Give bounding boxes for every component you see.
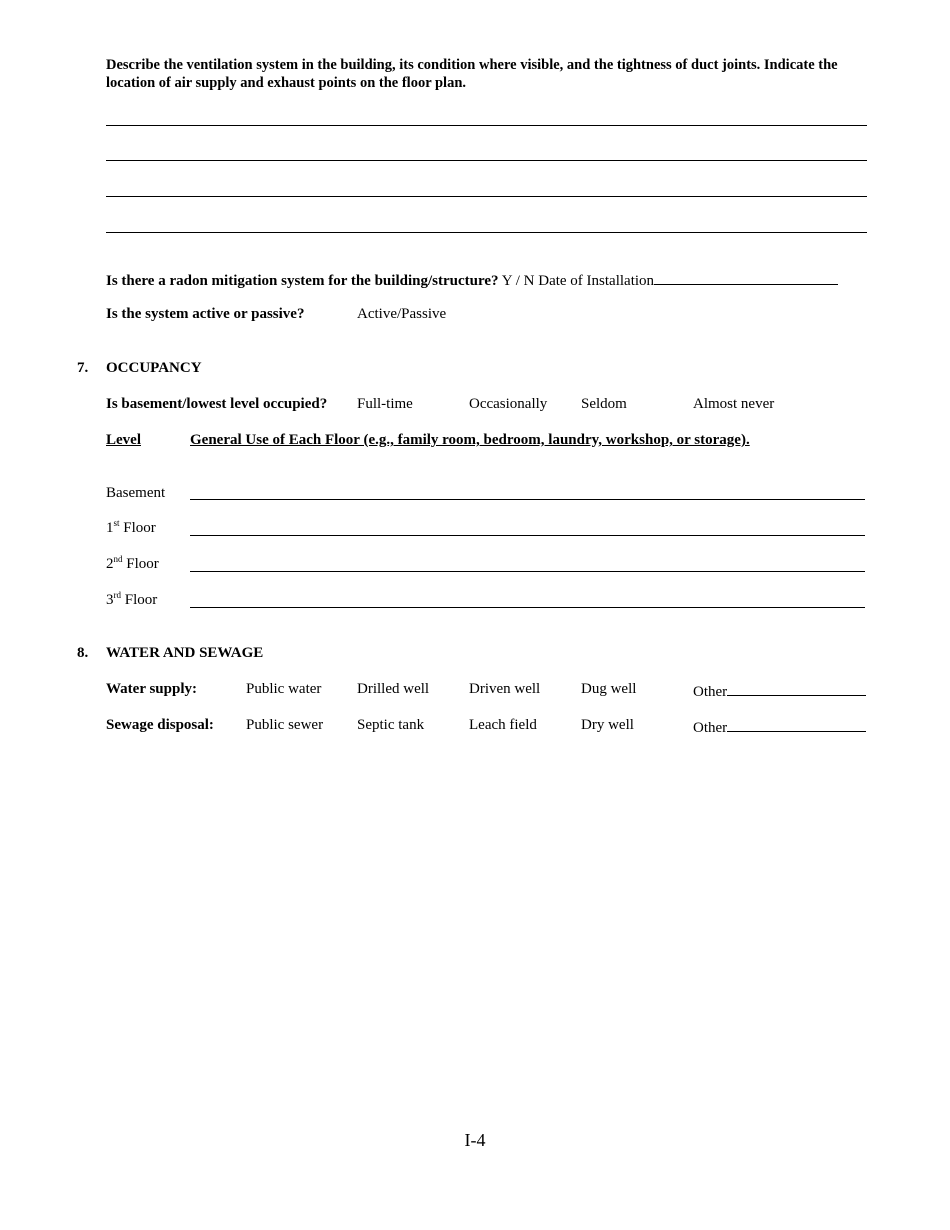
section-8-number: 8. xyxy=(77,645,89,661)
floor-use-field-3rd[interactable] xyxy=(190,607,865,608)
ventilation-answer-line-2[interactable] xyxy=(106,160,867,161)
floor-use-column-header: General Use of Each Floor (e.g., family room, bedroom, laundry, workshop, or storage). xyxy=(190,432,750,448)
sewage-option-septic-tank[interactable]: Septic tank xyxy=(357,717,425,733)
ventilation-answer-line-3[interactable] xyxy=(106,196,867,197)
water-option-public-water[interactable]: Public water xyxy=(246,681,322,697)
section-7-number: 7. xyxy=(77,360,89,376)
sewage-option-other[interactable]: Other xyxy=(693,717,866,737)
page-number: I-4 xyxy=(464,1130,486,1150)
floor-label-1st: 1st Floor xyxy=(106,518,156,536)
floor-label-basement: Basement xyxy=(106,485,166,501)
level-column-header: Level xyxy=(106,432,141,448)
sewage-disposal-label: Sewage disposal: xyxy=(106,717,214,733)
occupancy-option-full-time[interactable]: Full-time xyxy=(357,396,413,412)
section-7-title: OCCUPANCY xyxy=(106,360,202,376)
ventilation-answer-line-1[interactable] xyxy=(106,125,867,126)
radon-yn-options[interactable]: Y / N xyxy=(501,273,535,289)
basement-occupied-question: Is basement/lowest level occupied? xyxy=(106,396,328,412)
installation-date-field[interactable] xyxy=(654,270,838,285)
water-option-other[interactable]: Other xyxy=(693,681,866,701)
sewage-option-leach-field[interactable]: Leach field xyxy=(469,717,537,733)
floor-use-field-1st[interactable] xyxy=(190,535,865,536)
floor-label-3rd: 3rd Floor xyxy=(106,590,158,608)
occupancy-option-almost-never[interactable]: Almost never xyxy=(693,396,775,412)
occupancy-option-seldom[interactable]: Seldom xyxy=(581,396,627,412)
floor-use-field-2nd[interactable] xyxy=(190,571,865,572)
radon-question-row xyxy=(106,270,838,290)
sewage-other-field[interactable] xyxy=(727,717,866,732)
water-option-dug-well[interactable]: Dug well xyxy=(581,681,637,697)
sewage-option-public-sewer[interactable]: Public sewer xyxy=(246,717,324,733)
water-option-drilled-well[interactable]: Drilled well xyxy=(357,681,430,697)
floor-use-field-basement[interactable] xyxy=(190,499,865,500)
radon-question: Is there a radon mitigation system for the building/structure? xyxy=(106,273,499,289)
section-8-title: WATER AND SEWAGE xyxy=(106,645,264,661)
sewage-option-dry-well[interactable]: Dry well xyxy=(581,717,634,733)
floor-label-2nd: 2nd Floor xyxy=(106,554,159,572)
ventilation-answer-line-4[interactable] xyxy=(106,232,867,233)
installation-date-label: Date of Installation xyxy=(538,273,655,289)
radon-active-options[interactable]: Active/Passive xyxy=(357,306,447,322)
radon-active-question: Is the system active or passive? xyxy=(106,306,305,322)
water-option-driven-well[interactable]: Driven well xyxy=(469,681,541,697)
water-supply-label: Water supply: xyxy=(106,681,197,697)
ventilation-prompt: Describe the ventilation system in the building, its condition where visible, and the tightness of duct joints. Indicate the location of air supply and exhaust points on the floor plan. xyxy=(106,57,838,91)
occupancy-option-occasionally[interactable]: Occasionally xyxy=(469,396,548,412)
water-other-field[interactable] xyxy=(727,681,866,696)
